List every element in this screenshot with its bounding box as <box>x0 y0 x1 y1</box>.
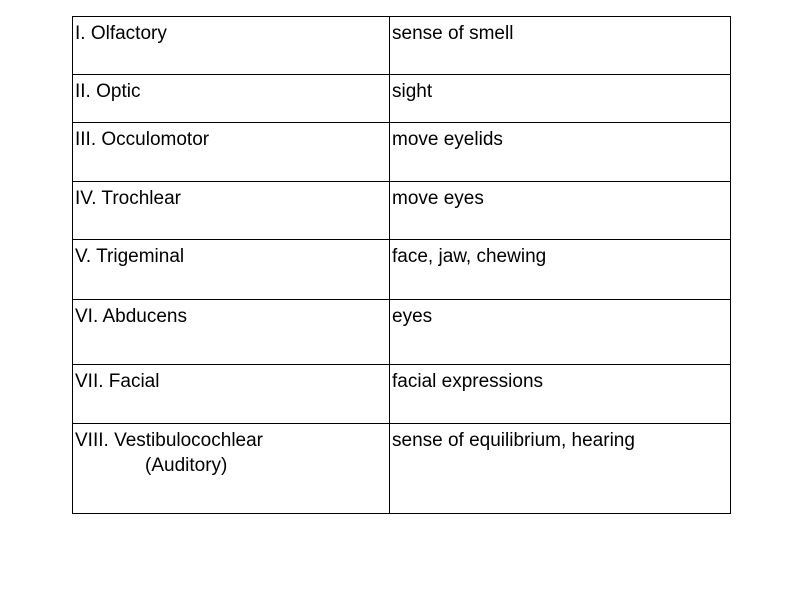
nerve-function-cell: sense of smell <box>390 17 731 75</box>
table-row <box>73 123 731 182</box>
table-row <box>73 17 731 75</box>
nerve-name-cell: VI. Abducens <box>73 300 390 365</box>
nerve-name-cell: IV. Trochlear <box>73 182 390 240</box>
nerve-function-cell: face, jaw, chewing <box>390 240 731 300</box>
nerve-name-cell: V. Trigeminal <box>73 240 390 300</box>
nerve-function-cell: move eyelids <box>390 123 731 182</box>
nerve-function-cell: move eyes <box>390 182 731 240</box>
table-row <box>73 424 731 514</box>
table-body <box>73 17 731 514</box>
nerve-name-cell: VII. Facial <box>73 365 390 424</box>
nerve-function-cell: sight <box>390 75 731 123</box>
table-row <box>73 75 731 123</box>
nerve-function-cell: eyes <box>390 300 731 365</box>
nerve-name: VIII. Vestibulocochlear <box>75 430 263 451</box>
nerve-function-cell: sense of equilibrium, hearing <box>390 424 731 514</box>
nerve-name-cell: III. Occulomotor <box>73 123 390 182</box>
nerve-function-cell: facial expressions <box>390 365 731 424</box>
nerve-name-cell: II. Optic <box>73 75 390 123</box>
nerve-name-cell: I. Olfactory <box>73 17 390 75</box>
table-row <box>73 182 731 240</box>
nerve-name-alias: (Auditory) <box>145 455 228 476</box>
table-row <box>73 240 731 300</box>
cranial-nerves-table <box>72 16 731 514</box>
table-row <box>73 365 731 424</box>
nerve-name-cell <box>73 424 390 514</box>
table-row <box>73 300 731 365</box>
